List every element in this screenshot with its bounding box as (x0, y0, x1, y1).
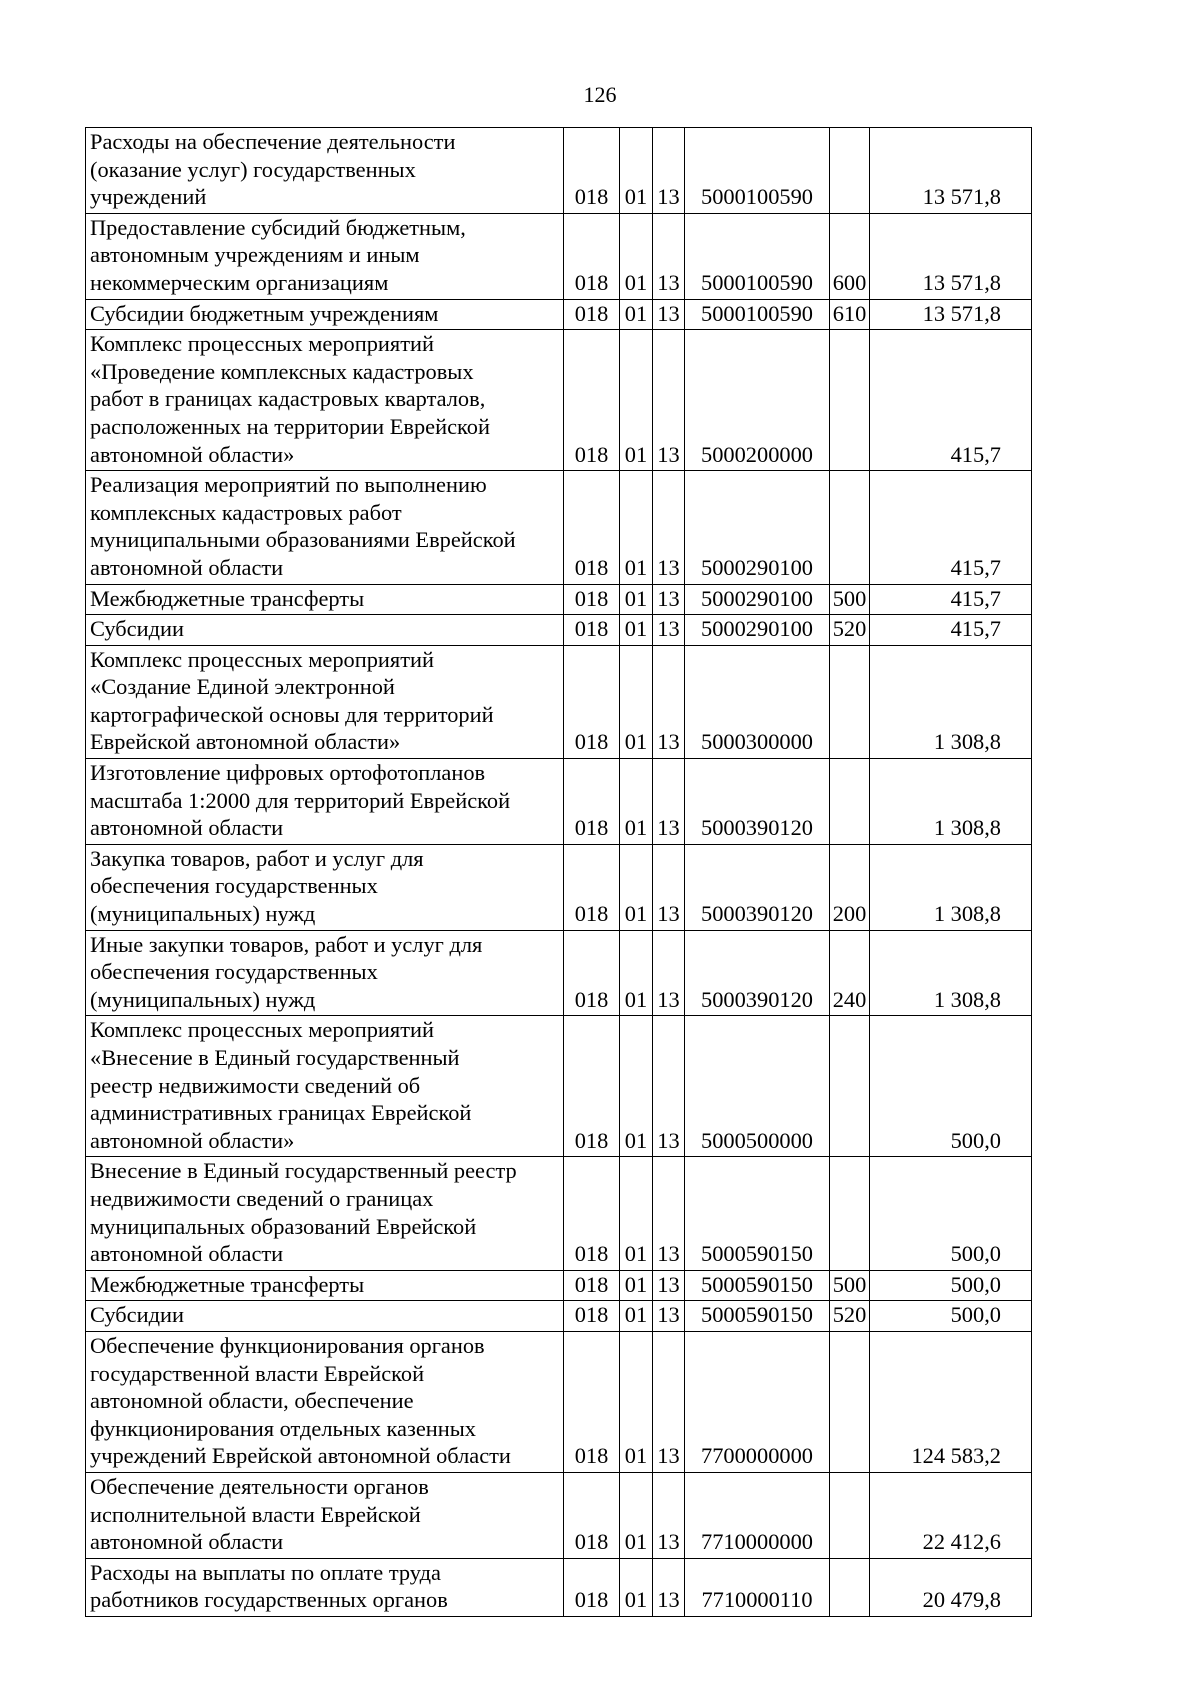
cell-ministry: 018 (564, 844, 620, 930)
cell-name (86, 930, 564, 1016)
name-line: обеспечения государственных (90, 959, 378, 985)
cell-expense-type: 500 (830, 584, 870, 615)
name-line: комплексных кадастровых работ (90, 499, 402, 525)
cell-expense-type (830, 759, 870, 845)
cell-amount: 415,7 (870, 615, 1032, 646)
name-line: расположенных на территории Еврейской (90, 413, 490, 439)
table-row (86, 1472, 1032, 1558)
name-line: «Проведение комплексных кадастровых (90, 358, 474, 384)
cell-target-article: 7710000110 (685, 1558, 830, 1616)
name-line: Субсидии бюджетным учреждениям (90, 300, 439, 326)
name-line: автономной области (90, 1241, 284, 1267)
cell-ministry: 018 (564, 1301, 620, 1332)
cell-target-article: 5000290100 (685, 584, 830, 615)
name-line: «Внесение в Единый государственный (90, 1045, 460, 1070)
cell-ministry: 018 (564, 299, 620, 330)
cell-ministry: 018 (564, 213, 620, 299)
name-line: работ в границах кадастровых кварталов, (90, 386, 486, 412)
table-row (86, 1016, 1032, 1157)
cell-section: 01 (620, 930, 653, 1016)
cell-target-article: 5000590150 (685, 1270, 830, 1301)
table-row (86, 1558, 1032, 1616)
name-line: (оказание услуг) государственных (90, 156, 416, 182)
cell-subsection: 13 (653, 1472, 685, 1558)
cell-name (86, 844, 564, 930)
cell-ministry: 018 (564, 759, 620, 845)
table-body (86, 128, 1032, 1617)
cell-subsection: 13 (653, 471, 685, 584)
cell-amount: 1 308,8 (870, 930, 1032, 1016)
cell-subsection: 13 (653, 1016, 685, 1157)
name-line: (муниципальных) нужд (90, 986, 316, 1012)
cell-section: 01 (620, 1016, 653, 1157)
cell-section: 01 (620, 759, 653, 845)
cell-name (86, 1301, 564, 1332)
cell-name (86, 1157, 564, 1270)
name-line: недвижимости сведений о границах (90, 1185, 434, 1211)
cell-name (86, 471, 564, 584)
cell-expense-type (830, 645, 870, 758)
cell-subsection: 13 (653, 299, 685, 330)
name-line: Субсидии (90, 1302, 184, 1328)
table-row (86, 1301, 1032, 1332)
cell-subsection: 13 (653, 1301, 685, 1332)
table-row (86, 471, 1032, 584)
cell-expense-type: 610 (830, 299, 870, 330)
cell-target-article: 5000500000 (685, 1016, 830, 1157)
cell-subsection: 13 (653, 1157, 685, 1270)
cell-amount: 13 571,8 (870, 128, 1032, 214)
name-line: Комплекс процессных мероприятий (90, 1017, 434, 1043)
table-row (86, 584, 1032, 615)
cell-expense-type (830, 1558, 870, 1616)
cell-target-article: 5000390120 (685, 759, 830, 845)
cell-target-article: 5000200000 (685, 330, 830, 471)
cell-subsection: 13 (653, 213, 685, 299)
name-line: (муниципальных) нужд (90, 901, 316, 927)
cell-subsection: 13 (653, 930, 685, 1016)
table-row (86, 844, 1032, 930)
name-line: некоммерческим организациям (90, 269, 389, 295)
table-row (86, 930, 1032, 1016)
name-line: учреждений (90, 184, 207, 210)
cell-expense-type (830, 330, 870, 471)
table-row (86, 1157, 1032, 1270)
cell-expense-type (830, 471, 870, 584)
name-line: муниципальных образований Еврейской (90, 1213, 477, 1239)
cell-ministry: 018 (564, 1157, 620, 1270)
cell-target-article: 5000290100 (685, 615, 830, 646)
cell-subsection: 13 (653, 330, 685, 471)
cell-target-article: 5000390120 (685, 844, 830, 930)
name-line: Иные закупки товаров, работ и услуг для (90, 931, 483, 957)
cell-amount: 500,0 (870, 1157, 1032, 1270)
cell-ministry: 018 (564, 1472, 620, 1558)
cell-name (86, 299, 564, 330)
name-line: реестр недвижимости сведений об (90, 1072, 421, 1098)
cell-expense-type: 200 (830, 844, 870, 930)
name-line: Изготовление цифровых ортофотопланов (90, 760, 486, 786)
cell-target-article: 5000390120 (685, 930, 830, 1016)
cell-subsection: 13 (653, 844, 685, 930)
name-line: учреждений Еврейской автономной области (90, 1443, 511, 1469)
cell-amount: 415,7 (870, 330, 1032, 471)
name-line: автономной области» (90, 1127, 295, 1153)
cell-subsection: 13 (653, 615, 685, 646)
cell-section: 01 (620, 1270, 653, 1301)
cell-target-article: 5000590150 (685, 1301, 830, 1332)
name-line: Еврейской автономной области» (90, 729, 401, 755)
cell-subsection: 13 (653, 645, 685, 758)
cell-name (86, 1472, 564, 1558)
name-line: Комплекс процессных мероприятий (90, 331, 434, 357)
cell-section: 01 (620, 1558, 653, 1616)
cell-target-article: 7710000000 (685, 1472, 830, 1558)
cell-section: 01 (620, 1157, 653, 1270)
name-line: Субсидии (90, 616, 184, 642)
cell-ministry: 018 (564, 1331, 620, 1472)
cell-ministry: 018 (564, 930, 620, 1016)
cell-expense-type: 520 (830, 1301, 870, 1332)
name-line: Расходы на обеспечение деятельности (90, 129, 456, 154)
name-line: Обеспечение функционирования органов (90, 1332, 485, 1358)
cell-target-article: 5000100590 (685, 299, 830, 330)
name-line: обеспечения государственных (90, 873, 378, 899)
name-line: масштаба 1:2000 для территорий Еврейской (90, 787, 511, 813)
table-row (86, 330, 1032, 471)
name-line: «Создание Единой электронной (90, 674, 395, 700)
cell-section: 01 (620, 645, 653, 758)
cell-ministry: 018 (564, 128, 620, 214)
cell-section: 01 (620, 471, 653, 584)
cell-section: 01 (620, 1472, 653, 1558)
cell-section: 01 (620, 615, 653, 646)
cell-name (86, 213, 564, 299)
name-line: государственной власти Еврейской (90, 1360, 425, 1386)
cell-subsection: 13 (653, 1270, 685, 1301)
cell-amount: 500,0 (870, 1270, 1032, 1301)
cell-name (86, 759, 564, 845)
name-line: административных границах Еврейской (90, 1100, 472, 1126)
name-line: картографической основы для территорий (90, 701, 494, 727)
cell-target-article: 5000590150 (685, 1157, 830, 1270)
table-row (86, 213, 1032, 299)
cell-amount: 124 583,2 (870, 1331, 1032, 1472)
table-row (86, 1270, 1032, 1301)
cell-amount: 415,7 (870, 584, 1032, 615)
cell-subsection: 13 (653, 584, 685, 615)
cell-section: 01 (620, 299, 653, 330)
name-line: работников государственных органов (90, 1587, 448, 1613)
cell-ministry: 018 (564, 1558, 620, 1616)
cell-expense-type: 500 (830, 1270, 870, 1301)
cell-name (86, 128, 564, 214)
cell-name (86, 330, 564, 471)
cell-ministry: 018 (564, 330, 620, 471)
cell-name (86, 1331, 564, 1472)
name-line: Закупка товаров, работ и услуг для (90, 845, 424, 871)
table-row (86, 299, 1032, 330)
table-row (86, 1331, 1032, 1472)
cell-amount: 13 571,8 (870, 213, 1032, 299)
cell-expense-type (830, 1157, 870, 1270)
name-line: Межбюджетные трансферты (90, 1271, 365, 1297)
cell-name (86, 645, 564, 758)
cell-section: 01 (620, 844, 653, 930)
cell-amount: 1 308,8 (870, 759, 1032, 845)
cell-expense-type: 600 (830, 213, 870, 299)
cell-amount: 500,0 (870, 1016, 1032, 1157)
cell-amount: 1 308,8 (870, 645, 1032, 758)
cell-subsection: 13 (653, 1331, 685, 1472)
name-line: Внесение в Единый государственный реестр (90, 1158, 517, 1184)
table-row (86, 645, 1032, 758)
page-number: 126 (583, 82, 617, 107)
cell-subsection: 13 (653, 128, 685, 214)
cell-section: 01 (620, 1331, 653, 1472)
cell-expense-type (830, 128, 870, 214)
cell-ministry: 018 (564, 584, 620, 615)
cell-expense-type: 240 (830, 930, 870, 1016)
cell-name (86, 584, 564, 615)
cell-amount: 500,0 (870, 1301, 1032, 1332)
name-line: Расходы на выплаты по оплате труда (90, 1559, 441, 1585)
name-line: Обеспечение деятельности органов (90, 1473, 429, 1499)
name-line: Межбюджетные трансферты (90, 585, 365, 611)
cell-section: 01 (620, 128, 653, 214)
budget-table (85, 127, 1032, 1617)
cell-target-article: 5000290100 (685, 471, 830, 584)
cell-ministry: 018 (564, 1270, 620, 1301)
cell-amount: 13 571,8 (870, 299, 1032, 330)
cell-target-article: 5000100590 (685, 213, 830, 299)
cell-name (86, 1016, 564, 1157)
name-line: автономной области» (90, 441, 295, 467)
name-line: автономным учреждениям и иным (90, 242, 420, 268)
name-line: функционирования отдельных казенных (90, 1415, 476, 1441)
cell-section: 01 (620, 584, 653, 615)
cell-ministry: 018 (564, 471, 620, 584)
table-row (86, 128, 1032, 214)
cell-expense-type: 520 (830, 615, 870, 646)
table-row (86, 615, 1032, 646)
cell-amount: 20 479,8 (870, 1558, 1032, 1616)
name-line: исполнительной власти Еврейской (90, 1501, 421, 1527)
cell-subsection: 13 (653, 1558, 685, 1616)
cell-section: 01 (620, 1301, 653, 1332)
name-line: автономной области (90, 1529, 284, 1555)
cell-section: 01 (620, 213, 653, 299)
cell-amount: 1 308,8 (870, 844, 1032, 930)
name-line: муниципальными образованиями Еврейской (90, 527, 516, 553)
name-line: автономной области (90, 554, 284, 580)
cell-expense-type (830, 1472, 870, 1558)
cell-target-article: 5000300000 (685, 645, 830, 758)
cell-expense-type (830, 1016, 870, 1157)
table-row (86, 759, 1032, 845)
name-line: автономной области, обеспечение (90, 1388, 414, 1414)
cell-target-article: 5000100590 (685, 128, 830, 214)
name-line: Комплекс процессных мероприятий (90, 646, 434, 672)
name-line: Предоставление субсидий бюджетным, (90, 214, 466, 240)
cell-name (86, 1270, 564, 1301)
cell-expense-type (830, 1331, 870, 1472)
cell-ministry: 018 (564, 645, 620, 758)
cell-ministry: 018 (564, 615, 620, 646)
name-line: Реализация мероприятий по выполнению (90, 472, 487, 498)
cell-name (86, 1558, 564, 1616)
cell-section: 01 (620, 330, 653, 471)
name-line: автономной области (90, 815, 284, 841)
cell-amount: 415,7 (870, 471, 1032, 584)
cell-target-article: 7700000000 (685, 1331, 830, 1472)
cell-ministry: 018 (564, 1016, 620, 1157)
cell-name (86, 615, 564, 646)
cell-subsection: 13 (653, 759, 685, 845)
cell-amount: 22 412,6 (870, 1472, 1032, 1558)
